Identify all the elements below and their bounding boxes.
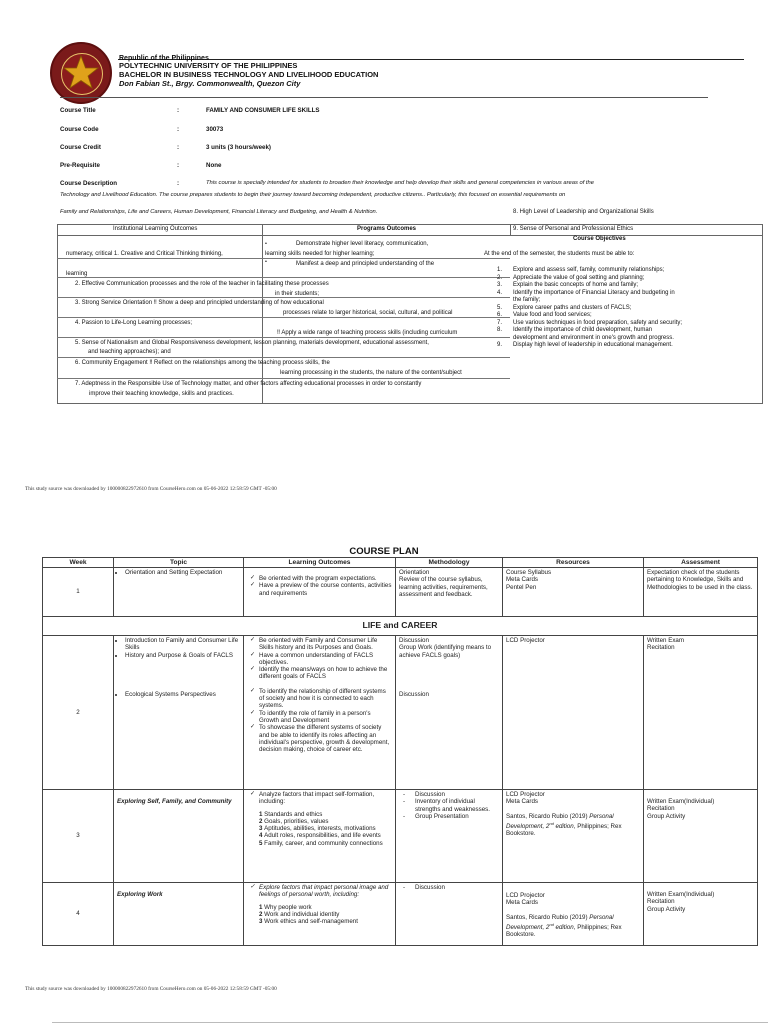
column-header: Learning Outcomes (244, 558, 396, 568)
methodology-item: - Discussion (401, 884, 499, 891)
course-code-label: Course Code (60, 126, 99, 133)
po-bullet: • (265, 241, 267, 247)
row-line (57, 378, 510, 379)
objective-item (497, 297, 759, 305)
factor-item: 1 Why people work (259, 903, 312, 911)
column-header: Resources (503, 558, 644, 568)
week-cell: 1 (43, 568, 114, 617)
row-line (57, 258, 510, 259)
course-description-label: Course Description (60, 180, 118, 187)
outcome-item: ✓ Have a common understanding of FACLS objectives. (249, 652, 392, 667)
topic-text: Exploring Work (117, 891, 163, 898)
learning-word: learning (66, 271, 88, 277)
ref-title: Personal Development, 2 (506, 812, 614, 830)
objective-number: 1. (497, 267, 503, 273)
section-title: LIFE and CAREER (43, 617, 758, 636)
column-header: Week (43, 558, 114, 568)
methodology-cell (396, 883, 503, 946)
ilo-5: 5. Sense of Nationalism and Global Responsiveness development, lesson planning, materials development, educational assessment, (75, 340, 429, 346)
row-line (57, 357, 510, 358)
objective-item (497, 282, 759, 290)
methodology-text: Discussion (399, 690, 429, 698)
factor-item: 5 Family, career, and community connections (259, 839, 383, 847)
ilo-8: 8. High Level of Leadership and Organizational Skills (513, 209, 654, 215)
download-notice: This study source was downloaded by 100000822972610 from CourseHero.com on 05-06-2022 12:58:59 GMT -05:00 (25, 486, 277, 492)
row-line (57, 277, 510, 278)
objective-item (497, 267, 759, 275)
row-line (57, 297, 510, 298)
ref-edition: edition (553, 822, 574, 830)
outcome-item: ✓ Be oriented with the program expectations. (249, 575, 392, 582)
outcome-item: ✓ Identify the means/ways on how to achieve the different goals of FACLS (249, 666, 392, 681)
outcome-item: ✓ To showcase the different systems of society and be able to identify its roles affecting an individual's perspective, growth & development, decision making, choice of career etc. (249, 724, 392, 753)
outcome-item: ✓ Be oriented with Family and Consumer Life Skills history and its Purposes and Goals. (249, 637, 392, 652)
column-header: Topic (114, 558, 244, 568)
factor-list (247, 904, 392, 926)
ilo-9: 9. Sense of Personal and Professional Ethics (513, 226, 634, 232)
factor-item: 3 Work ethics and self-management (259, 918, 358, 926)
objective-text: Use various techniques in food preparation, safety and security; (513, 319, 683, 326)
methodology-list (399, 791, 499, 820)
po-1b: learning skills needed for higher learning; (265, 251, 375, 257)
objective-text: Explain the basic concepts of home and family; (513, 282, 639, 288)
course-code-value: 30073 (206, 126, 224, 133)
download-notice: This study source was downloaded by 100000822972610 from CourseHero.com on 05-06-2022 12:58:59 GMT -05:00 (25, 986, 277, 992)
section-row (43, 617, 758, 636)
reference-text (506, 913, 640, 939)
factor-item: 4 Adult roles, responsibilities, and life events (259, 832, 381, 840)
assessment-cell: Written Exam Recitation (644, 636, 758, 790)
objective-item (497, 320, 759, 328)
prerequisite-value: None (206, 162, 222, 169)
outcome-item: ✓ Have a preview of the course contents, activities and requirements (249, 582, 392, 597)
topic-item: • History and Purpose & Goals of FACLS (125, 652, 240, 659)
objectives-list (497, 267, 759, 350)
course-credit-value: 3 units (3 hours/week) (206, 144, 271, 151)
objective-item (497, 327, 759, 335)
resources-cell (503, 790, 644, 883)
objective-text: Identify the importance of child development, human (513, 327, 653, 333)
objective-text: Display high level of leadership in educational management. (513, 342, 673, 348)
topic-cell (114, 636, 244, 790)
ilo-header: Institutional Learning Outcomes (113, 226, 198, 232)
objective-item (497, 305, 759, 313)
university-name: POLYTECHNIC UNIVERSITY OF THE PHILIPPINES (119, 61, 298, 70)
table-row (43, 883, 758, 946)
colon: : (177, 162, 180, 169)
objective-number: 7. (497, 319, 503, 326)
row-line (57, 317, 510, 318)
objective-number: 8. (497, 327, 503, 333)
assessment-cell: Written Exam(Individual) Recitation Group Activity (644, 790, 758, 883)
table-row (43, 636, 758, 790)
colon: : (177, 126, 180, 133)
week-cell: 2 (43, 636, 114, 790)
po-2a: Manifest a deep and principled understanding of the (296, 261, 435, 267)
table-row (43, 790, 758, 883)
ref-edition: edition (553, 923, 574, 931)
ilo-6b: learning processing in the students, the nature of the content/subject (280, 370, 462, 376)
ilo-3b: processes relate to larger historical, social, cultural, and political (283, 310, 453, 316)
course-objectives-header: Course Objectives (573, 236, 626, 242)
ref-author: Santos, Ricardo Rubio (2019) (506, 913, 590, 921)
topic-item: • Orientation and Setting Expectation (125, 569, 240, 576)
objective-item (497, 342, 759, 350)
objective-number (497, 335, 513, 343)
table-header-row (43, 558, 758, 568)
resources-cell: Course Syllabus Meta Cards Pentel Pen (503, 568, 644, 617)
outcomes-cell (244, 790, 396, 883)
ref-sup: nd (549, 921, 554, 927)
course-title-value: FAMILY AND CONSUMER LIFE SKILLS (206, 107, 320, 114)
objective-text: development and environment in one's growth and progress. (513, 334, 674, 341)
ilo-6: 6. Community Engagement ‼ Reflect on the relationships among the teaching process skills, the (75, 360, 330, 366)
star-icon (56, 48, 106, 98)
course-description-line1: This course is specially intended for students to broaden their knowledge and help develop their skills and general competencies in various areas of the (206, 180, 594, 186)
methodology-cell (396, 636, 503, 790)
program-name: BACHELOR IN BUSINESS TECHNOLOGY AND LIVELIHOOD EDUCATION (119, 70, 379, 79)
objective-text: Identify the importance of Financial Literacy and budgeting in (513, 289, 675, 296)
topic-cell (114, 883, 244, 946)
page-bottom-rule (52, 1022, 768, 1023)
methodology-cell: Orientation Review of the course syllabus, learning activities, requirements, assessment and feedback. (396, 568, 503, 617)
ilo-2: 2. Effective Communication processes and the role of the teacher in facilitating these processes (75, 281, 329, 287)
resources-text: LCD Projector Meta Cards (506, 892, 545, 907)
course-plan-table (42, 557, 758, 946)
objective-text: Value food and food services; (513, 312, 592, 318)
resources-cell (503, 883, 644, 946)
outcome-item: ✓ Analyze factors that impact self-formation, including: (249, 791, 392, 806)
university-seal (50, 42, 112, 104)
methodology-item: - Inventory of individual strengths and weaknesses. (401, 798, 499, 813)
resources-cell: LCD Projector (503, 636, 644, 790)
objective-number: 2. (497, 274, 503, 281)
objective-text: the family; (513, 297, 541, 303)
assessment-cell: Expectation check of the students pertaining to Knowledge, Skills and Methodologies to be used in the class. (644, 568, 758, 617)
outcome-item: ✓ To identify the role of family in a person's Growth and Development (249, 710, 392, 725)
objective-number: 6. (497, 312, 503, 318)
objective-item (497, 290, 759, 298)
colon: : (177, 144, 180, 151)
course-title-label: Course Title (60, 107, 96, 114)
factor-list (247, 811, 392, 847)
po-header: Programs Outcomes (357, 226, 417, 232)
objective-number: 9. (497, 342, 503, 348)
objective-number: 5. (497, 304, 503, 311)
republic-text: Republic of the Philippines (119, 55, 209, 62)
colon: : (177, 180, 180, 187)
week-cell: 4 (43, 883, 114, 946)
column-header: Assessment (644, 558, 758, 568)
prerequisite-label: Pre-Requisite (60, 162, 100, 169)
reference-text (506, 813, 640, 838)
objective-text: Explore and assess self, family, community relationships; (513, 267, 665, 273)
table-row (43, 568, 758, 617)
topic-item: • Ecological Systems Perspectives (125, 691, 240, 698)
colon: : (177, 107, 180, 114)
po-bullet: • (265, 259, 267, 265)
ref-title: Personal Development, 2 (506, 913, 614, 931)
outcomes-cell (244, 636, 396, 790)
ilo-5b: and teaching approaches); and (88, 349, 171, 355)
topic-text: Exploring Self, Family, and Community (117, 798, 232, 805)
methodology-text: Discussion Group Work (identifying means to achieve FACLS goals) (399, 637, 492, 659)
ilo-2b: in their students; (275, 291, 320, 297)
course-description-line3: Family and Relationships, Life and Careers, Human Development, Financial Literacy and Budgeting, and Health & Nutrition. (60, 209, 378, 215)
objective-text: Explore career paths and clusters of FACLS; (513, 304, 632, 311)
ilo-7: 7. Adeptness in the Responsible Use of Technology matter, and other factors affecting educational processes in order to constantly (75, 381, 422, 387)
resources-text: LCD Projector Meta Cards (506, 791, 545, 806)
topic-cell (114, 568, 244, 617)
objective-item (497, 335, 759, 343)
methodology-item: - Group Presentation (401, 813, 499, 820)
outcome-item: ✓ Explore factors that impact personal image and feelings of personal worth, including: (249, 884, 392, 899)
factor-item: 1 Standards and ethics (259, 810, 323, 818)
ilo-1: numeracy, critical 1. Creative and Critical Thinking thinking, (66, 251, 223, 257)
outcomes-cell (244, 883, 396, 946)
objective-number: 3. (497, 282, 503, 288)
outcomes-cell (244, 568, 396, 617)
ilo-4: 4. Passion to Life-Long Learning processes; (75, 320, 193, 326)
ref-publisher: , Philippines; Rex Bookstore. (506, 822, 622, 838)
ref-sup: nd (549, 820, 554, 826)
factor-item: 3 Aptitudes, abilities, interests, motivations (259, 825, 376, 833)
column-header: Methodology (396, 558, 503, 568)
header-rule (118, 59, 744, 60)
methodology-cell (396, 790, 503, 883)
po-4: ‼ Apply a wide range of teaching process skills (including curriculum (277, 330, 458, 336)
column-divider (510, 224, 511, 235)
row-line (57, 337, 510, 338)
course-credit-label: Course Credit (60, 144, 101, 151)
address: Don Fabian St., Brgy. Commonwealth, Quezon City (119, 79, 301, 88)
ilo-3: 3. Strong Service Orientation ‼ Show a deep and principled understanding of how educational (75, 300, 324, 306)
factor-item: 2 Goals, priorities, values (259, 817, 329, 825)
objective-item (497, 312, 759, 320)
objective-text: Appreciate the value of goal setting and planning; (513, 274, 645, 281)
objective-number: 4. (497, 289, 503, 296)
column-divider (262, 224, 263, 404)
objective-item (497, 275, 759, 283)
ref-author: Santos, Ricardo Rubio (2019) (506, 812, 590, 820)
header-divider (60, 97, 708, 98)
factor-item: 2 Work and individual identity (259, 910, 340, 918)
course-description-line2: Technology and Livelihood Education. The course prepares students to begin their journey toward becoming independent, productive citizens.. Particularly, this focused on essential requirements on (60, 192, 566, 198)
ref-publisher: , Philippines; Rex Bookstore. (506, 923, 622, 939)
topic-cell (114, 790, 244, 883)
outcome-item: ✓ To identify the relationship of different systems of society and how it is connected to each systems. (249, 688, 392, 710)
assessment-cell: Written Exam(Individual) Recitation Group Activity (644, 883, 758, 946)
objectives-intro: At the end of the semester, the students must be able to: (484, 251, 635, 257)
topic-item: • Introduction to Family and Consumer Life Skills (125, 637, 240, 652)
methodology-list (399, 884, 499, 891)
methodology-item: - Discussion (401, 791, 499, 798)
ilo-7b: improve their teaching knowledge, skills and practices. (89, 391, 234, 397)
week-cell: 3 (43, 790, 114, 883)
po-1a: Demonstrate higher level literacy, communication, (296, 241, 429, 247)
objective-number (497, 297, 513, 305)
course-plan-title: COURSE PLAN (349, 546, 419, 557)
